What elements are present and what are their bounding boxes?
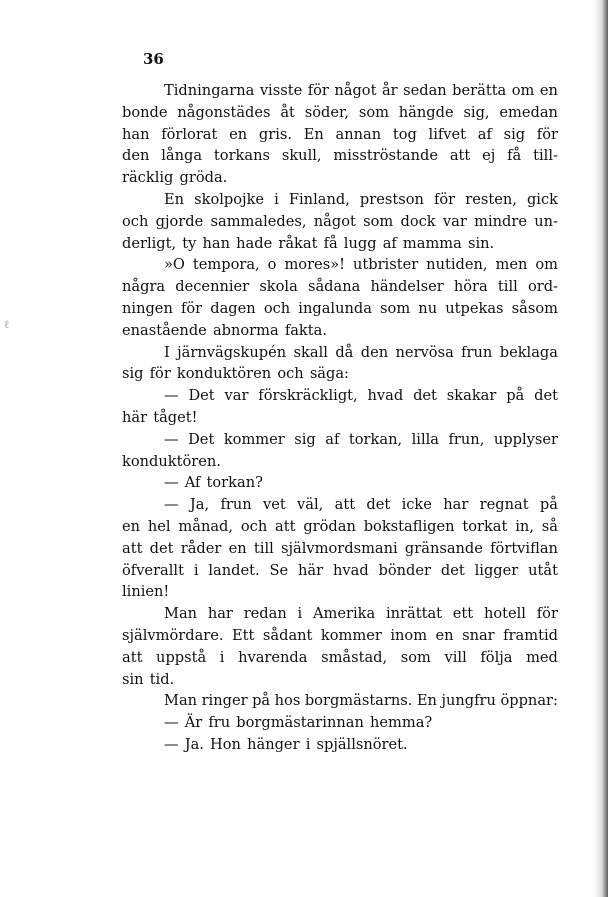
- text-line: [122, 211, 558, 233]
- word: konduktören: [176, 365, 272, 383]
- word: —: [164, 496, 179, 514]
- word: lugg: [343, 234, 377, 252]
- word: torkan?: [206, 474, 263, 492]
- word: hotell: [483, 605, 526, 623]
- text-line: [122, 189, 558, 211]
- word: skull,: [281, 147, 322, 165]
- word: gränsande: [404, 539, 483, 557]
- word: visste: [259, 82, 303, 99]
- word: torkan,: [348, 430, 403, 448]
- text-line: [122, 538, 558, 560]
- word: hvad: [367, 387, 404, 405]
- word: sedan: [403, 82, 447, 99]
- word: inom: [390, 626, 428, 644]
- word: sådant: [262, 626, 313, 644]
- word: tog: [392, 125, 417, 143]
- word: ligger: [474, 561, 519, 579]
- word: ett: [452, 605, 474, 623]
- word: gick: [526, 190, 558, 208]
- word: berätta: [452, 82, 507, 99]
- word: borgmästarinnan: [236, 714, 364, 732]
- word: kommer: [320, 626, 382, 644]
- word: jungfru: [441, 692, 496, 710]
- word: att: [122, 648, 143, 666]
- word: sig: [294, 430, 316, 448]
- text-line: [122, 429, 558, 451]
- text-line: [122, 342, 558, 364]
- word: nu: [418, 299, 438, 317]
- word: I: [164, 343, 170, 361]
- word: sammaledes,: [210, 212, 307, 230]
- word: här: [122, 408, 148, 426]
- word: icke: [401, 496, 432, 514]
- word: år: [381, 82, 398, 99]
- word: några: [122, 278, 166, 296]
- word: Hon: [210, 735, 241, 753]
- text-line: [122, 145, 558, 167]
- word: framtid: [503, 626, 558, 644]
- word: och: [277, 365, 304, 383]
- word: var: [442, 212, 467, 230]
- word: i: [219, 648, 225, 666]
- word: spjällsnöret.: [316, 735, 408, 753]
- body-text: [122, 80, 558, 756]
- word: decennier: [175, 278, 250, 296]
- word: ord-: [527, 278, 558, 296]
- word: ej: [482, 147, 496, 165]
- word: emedan: [499, 103, 558, 121]
- word: för: [536, 605, 558, 623]
- word: annan: [335, 125, 382, 143]
- word: fru: [208, 714, 231, 732]
- word: —: [164, 714, 179, 732]
- word: det: [440, 561, 465, 579]
- word: få: [323, 234, 338, 252]
- word: i: [274, 190, 279, 208]
- word: ningen: [122, 299, 173, 317]
- word: beklaga: [499, 343, 558, 361]
- word: nervösa: [395, 343, 454, 361]
- word: att: [275, 517, 296, 535]
- word: var: [224, 387, 249, 405]
- word: vill: [444, 648, 467, 666]
- text-line: [122, 385, 558, 407]
- word: till: [253, 539, 274, 557]
- word: torkat: [462, 517, 508, 535]
- word: något: [313, 212, 356, 230]
- word: frun: [220, 496, 252, 514]
- word: —: [164, 387, 179, 405]
- word: att: [334, 496, 356, 514]
- word: självmordsmani: [281, 539, 398, 557]
- word: in,: [515, 517, 534, 535]
- word: af: [382, 234, 397, 252]
- word: hvarenda: [238, 648, 308, 666]
- word: i: [193, 561, 199, 579]
- word: till-: [533, 147, 558, 165]
- word: förskräckligt,: [258, 387, 358, 405]
- word: bokstafligen: [363, 517, 455, 535]
- word: En: [416, 692, 437, 710]
- word: sig: [122, 365, 144, 383]
- word: bonde: [122, 103, 168, 121]
- word: han: [202, 234, 230, 252]
- word: följa: [480, 648, 513, 666]
- word: långa: [161, 147, 203, 165]
- word: gröda.: [179, 169, 228, 187]
- word: derligt,: [122, 234, 177, 252]
- word: en: [228, 539, 247, 557]
- word: öfverallt: [122, 561, 184, 579]
- word: redan: [243, 605, 287, 623]
- word: sig,: [463, 103, 490, 121]
- word: fakta.: [284, 321, 327, 339]
- word: skolpojke: [194, 190, 265, 208]
- word: med: [526, 648, 558, 666]
- text-line: [122, 233, 558, 255]
- word: dagen: [210, 299, 256, 317]
- word: af: [477, 125, 492, 143]
- word: Det: [188, 430, 215, 448]
- word: nutiden,: [426, 256, 488, 274]
- word: den: [360, 343, 389, 361]
- text-line: [122, 690, 558, 712]
- word: det: [149, 539, 174, 557]
- word: tid.: [149, 670, 175, 688]
- word: —: [164, 430, 179, 448]
- word: har: [207, 605, 233, 623]
- word: dock: [400, 212, 436, 230]
- word: inrättat: [385, 605, 443, 623]
- word: i: [297, 605, 303, 623]
- word: så: [541, 517, 558, 535]
- word: på: [539, 496, 558, 514]
- word: hel: [147, 517, 171, 535]
- word: skall: [293, 343, 328, 361]
- text-line: [122, 254, 558, 276]
- word: Finland,: [288, 190, 350, 208]
- word: utbrister: [352, 256, 419, 274]
- word: och: [240, 517, 268, 535]
- word: »O: [164, 256, 185, 274]
- word: —: [164, 474, 179, 492]
- word: om: [535, 256, 558, 274]
- word: öppnar:: [500, 692, 558, 710]
- word: ingalunda: [298, 299, 372, 317]
- word: Ett: [232, 626, 255, 644]
- word: ringer: [201, 692, 248, 710]
- word: det: [366, 496, 391, 514]
- word: för: [307, 82, 329, 99]
- text-line: [122, 625, 558, 647]
- word: den: [122, 147, 150, 165]
- word: gjorde: [155, 212, 204, 230]
- word: för: [536, 125, 558, 143]
- word: såsom: [511, 299, 558, 317]
- text-line: [122, 102, 558, 124]
- word: skola: [259, 278, 298, 296]
- text-line: [122, 669, 558, 691]
- word: skakar: [446, 387, 497, 405]
- word: tåget!: [153, 408, 198, 426]
- word: och: [122, 212, 149, 230]
- word: utpekas: [445, 299, 504, 317]
- word: säga:: [309, 365, 349, 383]
- word: misströstande: [333, 147, 438, 165]
- word: men: [495, 256, 528, 274]
- word: Se: [269, 561, 289, 579]
- word: Det: [188, 387, 215, 405]
- word: kommer: [223, 430, 285, 448]
- word: konduktören.: [122, 452, 221, 470]
- word: förtviflan: [490, 539, 558, 557]
- text-line: [122, 560, 558, 582]
- text-line: [122, 581, 558, 603]
- word: Amerika: [312, 605, 376, 623]
- word: grödan: [303, 517, 356, 535]
- word: råder: [180, 539, 222, 557]
- word: då: [335, 343, 354, 361]
- word: En: [303, 125, 324, 143]
- word: Ja,: [189, 496, 210, 514]
- word: o: [267, 256, 277, 274]
- word: lifvet: [428, 125, 467, 143]
- word: uppstå: [156, 648, 207, 666]
- word: snar: [462, 626, 495, 644]
- word: en: [229, 125, 248, 143]
- word: mindre: [474, 212, 527, 230]
- word: han: [122, 125, 150, 143]
- word: sin.: [467, 234, 495, 252]
- word: hos: [274, 692, 301, 710]
- word: regnat: [479, 496, 529, 514]
- word: mores»!: [284, 256, 345, 274]
- word: borgmästarns.: [304, 692, 413, 710]
- text-line: [122, 363, 558, 385]
- text-line: [122, 734, 558, 756]
- word: på: [252, 692, 271, 710]
- word: hade: [236, 234, 273, 252]
- word: En: [164, 190, 185, 208]
- word: ty: [182, 234, 197, 252]
- word: på: [506, 387, 525, 405]
- word: enastående: [122, 321, 207, 339]
- word: som: [380, 299, 411, 317]
- word: väl,: [297, 496, 324, 514]
- word: en: [435, 626, 454, 644]
- word: gris.: [258, 125, 292, 143]
- word: för: [149, 365, 171, 383]
- word: självmördare.: [122, 626, 224, 644]
- word: småstad,: [321, 648, 388, 666]
- word: för: [433, 190, 456, 208]
- word: händelser: [370, 278, 444, 296]
- word: någonstädes: [177, 103, 271, 121]
- word: Man: [164, 692, 198, 710]
- word: att: [449, 147, 471, 165]
- word: i: [305, 735, 311, 753]
- word: och: [263, 299, 291, 317]
- word: om: [511, 82, 535, 99]
- word: bönder: [378, 561, 432, 579]
- text-line: [122, 494, 558, 516]
- word: som: [358, 103, 389, 121]
- word: få: [507, 147, 522, 165]
- word: till: [497, 278, 518, 296]
- word: en: [122, 517, 141, 535]
- word: prestson: [359, 190, 424, 208]
- page-edge-shadow: [594, 0, 608, 897]
- text-line: [122, 516, 558, 538]
- word: lilla: [411, 430, 440, 448]
- text-line: [122, 407, 558, 429]
- word: hänger: [247, 735, 300, 753]
- word: månad,: [178, 517, 234, 535]
- word: sådana: [307, 278, 361, 296]
- word: Af: [184, 474, 201, 492]
- word: frun: [461, 343, 493, 361]
- word: hemma?: [369, 714, 433, 732]
- word: järnvägskupén: [177, 343, 287, 361]
- text-line: [122, 276, 558, 298]
- word: Tidningarna: [164, 82, 255, 99]
- word: har: [443, 496, 469, 514]
- word: hvad: [332, 561, 369, 579]
- text-line: [122, 472, 558, 494]
- word: tempora,: [192, 256, 260, 274]
- text-line: [122, 603, 558, 625]
- word: vet: [262, 496, 286, 514]
- word: här: [298, 561, 324, 579]
- word: det: [534, 387, 558, 405]
- text-line: [122, 320, 558, 342]
- word: söder,: [304, 103, 349, 121]
- word: sin: [122, 670, 144, 688]
- word: utåt: [528, 561, 558, 579]
- word: förlorat: [161, 125, 218, 143]
- word: af: [325, 430, 340, 448]
- word: torkans: [213, 147, 270, 165]
- word: un-: [534, 212, 558, 230]
- word: resten,: [465, 190, 517, 208]
- page-number: 36: [143, 50, 164, 68]
- text-line: [122, 298, 558, 320]
- word: hängde: [398, 103, 454, 121]
- word: räcklig: [122, 169, 174, 187]
- word: mamma: [402, 234, 462, 252]
- text-line: [122, 80, 558, 102]
- word: landet.: [208, 561, 260, 579]
- word: Man: [164, 605, 198, 623]
- word: en: [539, 82, 558, 99]
- word: som: [400, 648, 431, 666]
- text-line: [122, 712, 558, 734]
- word: upplyser: [493, 430, 558, 448]
- word: höra: [453, 278, 488, 296]
- word: linien!: [122, 583, 170, 601]
- text-line: [122, 124, 558, 146]
- word: frun,: [448, 430, 485, 448]
- word: råkat: [278, 234, 318, 252]
- word: för: [180, 299, 203, 317]
- word: abnorma: [212, 321, 279, 339]
- word: Ja.: [184, 735, 204, 753]
- text-line: [122, 451, 558, 473]
- word: —: [164, 735, 179, 753]
- text-line: [122, 167, 558, 189]
- word: som: [363, 212, 394, 230]
- word: det: [413, 387, 437, 405]
- word: något: [334, 82, 377, 99]
- text-line: [122, 647, 558, 669]
- word: sig: [503, 125, 526, 143]
- word: Är: [184, 714, 203, 732]
- word: åt: [280, 103, 295, 121]
- word: att: [122, 539, 143, 557]
- margin-mark: ℓ: [4, 318, 10, 331]
